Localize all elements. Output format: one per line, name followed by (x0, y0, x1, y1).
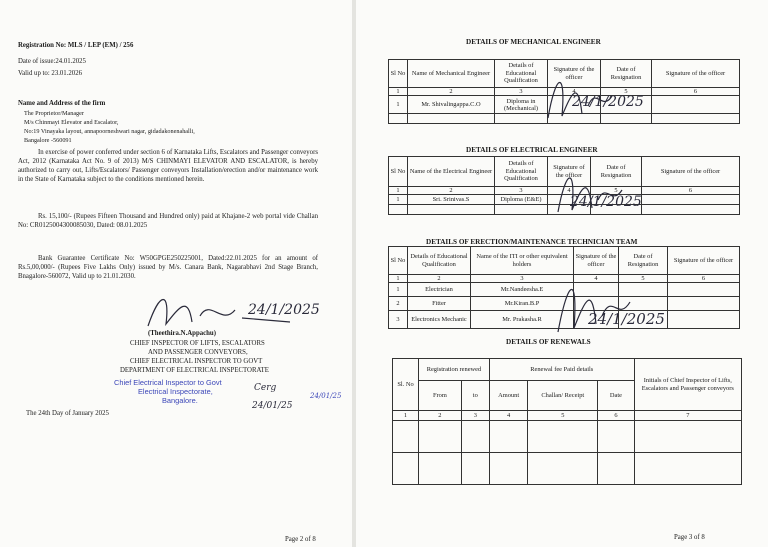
firm-line: The Proprietor/Manager (24, 110, 84, 117)
header-cell: Name of Mechanical Engineer (408, 60, 495, 88)
table-cell (495, 114, 548, 124)
right-page (356, 0, 768, 547)
header-cell: Date of Resignation (601, 60, 652, 88)
column-number: 5 (528, 411, 598, 421)
column-number: 5 (619, 275, 668, 283)
table-cell: Fitter (408, 297, 471, 311)
stamp-date: 24/01/25 (252, 401, 293, 411)
signature-date: 24/1/2025 (570, 194, 642, 210)
table-cell (408, 114, 495, 124)
table-cell: Diploma in (Mechanical) (495, 96, 548, 114)
table-cell (598, 453, 634, 485)
table-cell: 3 (389, 311, 408, 329)
header-cell: Signature of the officer (548, 157, 591, 187)
header-cell: Signature of the officer (548, 60, 601, 88)
table-cell (634, 421, 741, 453)
table-cell (489, 453, 528, 485)
stamp-initial: Cerg (254, 383, 277, 393)
header-cell: Initials of Chief Inspector of Lifts, Escalators and Passenger conveyors (634, 359, 741, 411)
table-cell: Mr.Nandeesha.E (471, 283, 574, 297)
bank-guarantee-paragraph: Bank Guarantee Certificate No: W50GPGE250225001, Dated:22.01.2025 for an amount of Rs.5,00,000/- (Rupees Five Lakhs Only) issued by M/s. Canara Bank, Nagarabhavi 2nd Stage Branch, Bnagalore-560072, Valid up to 21.01.2030. (18, 255, 318, 280)
signature-date: 24/1/2025 (248, 302, 320, 318)
firm-line: Bangalore -560091 (24, 137, 72, 144)
header-cell: Signature of the officer (574, 247, 619, 275)
header-cell: Challan/ Receipt (528, 381, 598, 411)
table-cell: 2 (389, 297, 408, 311)
table-cell: Mr.Kiran.B.P (471, 297, 574, 311)
signatory-line: DEPARTMENT OF ELECTRICAL INSPECTORATE (120, 367, 269, 374)
table-cell (461, 421, 489, 453)
table-cell (389, 205, 408, 215)
header-cell: Signature of the officer (668, 247, 740, 275)
table-cell (408, 205, 495, 215)
firm-heading: Name and Address of the firm (18, 100, 106, 107)
registration-number: Registration No: MLS / LEP (EM) / 256 (18, 42, 134, 49)
column-number: 4 (489, 411, 528, 421)
table-cell (598, 421, 634, 453)
column-number: 4 (548, 88, 601, 96)
column-number: 4 (548, 187, 591, 195)
signature-mechanical (542, 62, 652, 132)
column-number: 2 (419, 411, 462, 421)
table-cell: Electrician (408, 283, 471, 297)
column-number: 5 (601, 88, 652, 96)
header-cell: Sl No (389, 60, 408, 88)
table-cell (461, 453, 489, 485)
table-cell: Sri. Srinivas.S (408, 195, 495, 205)
stamp-line: Chief Electrical Inspector to Govt (114, 378, 222, 387)
mechanical-title: DETAILS OF MECHANICAL ENGINEER (466, 38, 601, 46)
column-number: 1 (389, 275, 408, 283)
column-number: 6 (598, 411, 634, 421)
table-cell (528, 421, 598, 453)
column-number: 2 (408, 275, 471, 283)
header-cell: Registration renewed (419, 359, 490, 381)
header-cell: From (419, 381, 462, 411)
left-page (0, 0, 352, 547)
signature-date: 24/1/2025 (588, 310, 665, 328)
valid-up-to: Valid up to: 23.01.2026 (18, 70, 83, 77)
table-cell: Diploma (E&E) (495, 195, 548, 205)
signature-erection (552, 268, 692, 344)
header-cell: to (461, 381, 489, 411)
header-cell: Date of Resignation (619, 247, 668, 275)
column-number: 1 (393, 411, 419, 421)
table-cell (419, 453, 462, 485)
header-cell: Details of Educational Qualification (495, 157, 548, 187)
header-cell: Signature of the officer (652, 60, 740, 88)
header-cell: Signature of the officer (642, 157, 740, 187)
signature-date: 24/1/2025 (572, 94, 644, 110)
authorization-paragraph: In exercise of power conferred under section 6 of Karnataka Lifts, Escalators and Passenger conveyors Act, 2012 (Karnataka Act No. 9 of 2013) M/S CHINMAYI ELEVATOR AND ESCALATOR, is hereby authorized to carry out, Lifts/Escalators/ Passenger conveyors Installation/erection and/or maintenance work in the State of Karnataka subject to the conditions mentioned herein. (18, 149, 318, 183)
firm-line: No:19 Vinayaka layout, annapoorneshwari nagar, gidadakonenahalli, (24, 128, 195, 135)
column-number: 1 (389, 187, 408, 195)
erection-title: DETAILS OF ERECTION/MAINTENANCE TECHNICIAN TEAM (426, 238, 638, 246)
header-cell: Details of Educational Qualification (408, 247, 471, 275)
table-cell (652, 114, 740, 124)
table-cell (652, 96, 740, 114)
official-stamp (114, 378, 222, 405)
column-number: 5 (591, 187, 642, 195)
stamp-handwriting (250, 378, 350, 418)
table-cell (393, 421, 419, 453)
table-cell: 1 (389, 195, 408, 205)
stamp-line: Electrical Inspectorate, (138, 387, 213, 396)
date-of-issue: Date of issue:24.01.2025 (18, 58, 86, 65)
issue-date-line: The 24th Day of January 2025 (26, 410, 109, 417)
signatory-line: AND PASSENGER CONVEYORS, (148, 349, 248, 356)
header-cell: Sl No (389, 247, 408, 275)
header-cell: Sl No (389, 157, 408, 187)
electrical-title: DETAILS OF ELECTRICAL ENGINEER (466, 146, 598, 154)
payment-paragraph: Rs. 15,100/- (Rupees Fifteen Thousand and Hundred only) paid at Khajane-2 web portal vide Challan No: CR0125004300085030, Dated: 08.01.2025 (18, 213, 318, 229)
column-number: 3 (461, 411, 489, 421)
header-cell: Date (598, 381, 634, 411)
column-number: 2 (408, 187, 495, 195)
table-cell: Mr. Shivalingappa.C.O (408, 96, 495, 114)
page-number-left: Page 2 of 8 (285, 536, 316, 543)
table-cell (489, 421, 528, 453)
table-cell (528, 453, 598, 485)
column-number: 3 (471, 275, 574, 283)
column-number: 6 (668, 275, 740, 283)
header-cell: Name of the ITI or other equivalent holders (471, 247, 574, 275)
column-number: 1 (389, 88, 408, 96)
table-cell: 1 (389, 96, 408, 114)
column-number: 4 (574, 275, 619, 283)
page-number-right: Page 3 of 8 (674, 534, 705, 541)
table-cell: Electronics Mechanic (408, 311, 471, 329)
table-row (393, 453, 742, 485)
header-cell: Sl. No (393, 359, 419, 411)
signature-electrical (552, 160, 662, 222)
column-number: 6 (652, 88, 740, 96)
renewals-title: DETAILS OF RENEWALS (506, 338, 591, 346)
header-cell: Details of Educational Qualification (495, 60, 548, 88)
table-cell (419, 421, 462, 453)
table-row (393, 421, 742, 453)
stamp-date-blue: 24/01/25 (310, 392, 342, 400)
column-number: 7 (634, 411, 741, 421)
header-cell: Renewal fee Paid details (489, 359, 634, 381)
signatory-line: CHIEF INSPECTOR OF LIFTS, ESCALATORS (130, 340, 265, 347)
renewals-table (392, 358, 742, 485)
table-cell: 1 (389, 283, 408, 297)
table-cell: Mr. Prakasha.R (471, 311, 574, 329)
header-cell: Date of Resignation (591, 157, 642, 187)
stamp-line: Bangalore. (162, 396, 198, 405)
header-cell: Amount (489, 381, 528, 411)
column-number: 3 (495, 88, 548, 96)
table-cell (634, 453, 741, 485)
header-cell: Name of the Electrical Engineer (408, 157, 495, 187)
table-cell (393, 453, 419, 485)
table-cell (389, 114, 408, 124)
column-number: 3 (495, 187, 548, 195)
column-number: 2 (408, 88, 495, 96)
table-cell (495, 205, 548, 215)
column-number: 6 (642, 187, 740, 195)
firm-line: M/s Chinmayi Elevator and Escalator, (24, 119, 119, 126)
signatory-line: CHIEF ELECTRICAL INSPECTOR TO GOVT (130, 358, 263, 365)
signatory-name: (Theethira.N.Appachu) (148, 330, 216, 337)
